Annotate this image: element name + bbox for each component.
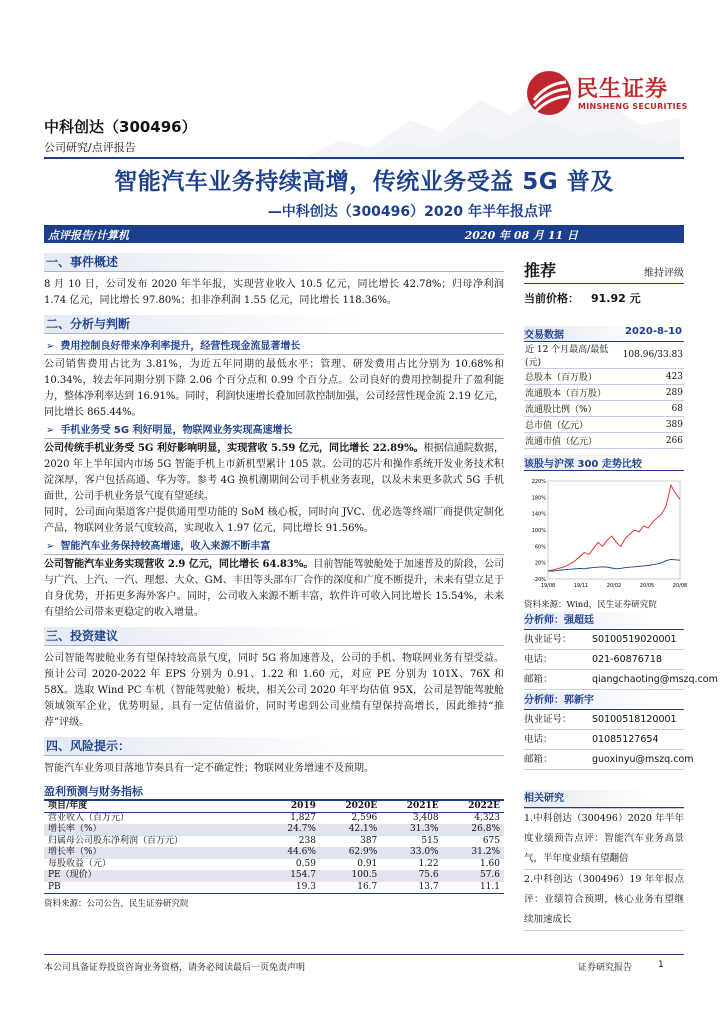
- table-cell: 389: [622, 417, 684, 433]
- contact-label: 执业证号：: [524, 714, 572, 725]
- rating-note: 维持评级: [644, 268, 684, 279]
- table-cell: 289: [622, 385, 684, 401]
- table-row: [524, 433, 684, 449]
- side-column: [524, 258, 718, 931]
- logo-text-cn: 民生证券: [576, 77, 669, 102]
- table-cell: 24.7%: [264, 824, 320, 836]
- paragraph: 公司智能驾驶舱业务有望保持较高景气度，同时 5G 将加速普及，公司的手机、物联网业务有望受益。预计公司 2020-2022 年 EPS 分别为 0.91、1.22 和 1.60 元，对应 PE 分别为 101X、76X 和 58X。选取 Wind PC 车机（智能驾驶舱）板块，相关公司 2020 年平均估值 95X，公司是智能驾驶舱领域领军企业，优势明显，具有一定估值溢价，同时考虑到公司业绩有望保持高增长，因此维持“推荐”评级。: [44, 653, 504, 728]
- analyst-email: [524, 670, 718, 690]
- trade-title: 交易数据: [524, 330, 564, 341]
- table-cell: 13.7: [381, 882, 442, 894]
- table-cell: 33.0%: [381, 847, 442, 859]
- table-cell: 增长率（%）: [44, 847, 264, 859]
- table-cell: 近 12 个月最高/最低(元): [524, 342, 622, 369]
- table-row: [44, 824, 504, 836]
- financial-table: [44, 801, 504, 894]
- table-cell: 26.8%: [443, 824, 504, 836]
- table-cell: 3,408: [412, 813, 439, 823]
- chart-source: 资料来源：Wind，民生证券研究院: [524, 600, 657, 610]
- logo-text-en: MINSHENG SECURITIES: [578, 102, 688, 111]
- paragraph-text: 根据信通院数据，2020 年上半年国内市场 5G 智能手机上市新机型累计 105 款。公司的芯片和操作系统开发业务技术积淀深厚，客户包括高通、华为等。参考 4G 换机潮期间公司手机业务表现，以及未来更多款式 5G 手机面世，公司手机业务景气度有望延续。: [44, 443, 504, 502]
- analyst-cert: [524, 710, 684, 730]
- report-title: 智能汽车业务持续高增，传统业务受益 5G 普及: [114, 169, 614, 195]
- chart-heading: 该股与沪深 300 走势比较: [524, 455, 684, 471]
- report-type: 公司研究/点评报告: [44, 141, 136, 154]
- contact-value: S0100518120001: [592, 714, 677, 725]
- table-row: [524, 369, 684, 385]
- rating-value: 推荐: [524, 261, 557, 280]
- trade-date: 2020-8-10: [624, 326, 682, 337]
- table-row: [524, 417, 684, 433]
- contact-value: 021-60876718: [592, 654, 662, 665]
- arrow-icon: ➢: [46, 541, 55, 552]
- table-cell: 0.59: [295, 858, 316, 869]
- x-tick-label: 19/08: [540, 583, 556, 589]
- table-cell: 423: [622, 369, 684, 385]
- table-cell: 流通股比例（%）: [524, 401, 622, 417]
- table-cell: 75.6: [381, 870, 442, 882]
- y-tick-label: 20%: [534, 560, 546, 567]
- table-cell: 108.96/33.83: [622, 342, 684, 369]
- table-cell: 1,827: [290, 813, 316, 823]
- footer-divider: [44, 954, 684, 955]
- footer-disclaimer: 本公司具备证券投资咨询业务资格，请务必阅读最后一页免责声明: [44, 963, 306, 973]
- table-row: [44, 882, 504, 894]
- analyst-name: 分析师：强超廷: [524, 612, 684, 630]
- table-cell: 11.1: [443, 882, 504, 894]
- column-header: 2021E: [381, 801, 442, 813]
- y-tick-label: 180%: [531, 495, 546, 502]
- band-category: 点评报告/计算机: [48, 229, 130, 242]
- rating-box: [524, 258, 684, 284]
- subheading-text: 智能汽车业务保持较高增速，收入来源不断丰富: [60, 541, 271, 552]
- table-row: [44, 847, 504, 859]
- table-cell: 154.7: [264, 870, 320, 882]
- table-cell: 19.3: [264, 882, 320, 894]
- table-cell: 31.3%: [381, 824, 442, 836]
- y-tick-label: 100%: [531, 528, 546, 534]
- footer-brand: 证券研究报告: [578, 963, 633, 973]
- brand-logo: [526, 70, 696, 118]
- table-cell: 675: [482, 835, 500, 846]
- contact-value: S0100519020001: [592, 634, 677, 645]
- paragraph: 同时，公司面向渠道客户提供通用型功能的 SoM 核心板，同时向 JVC、优必选等终端厂商提供定制化产品，物联网业务景气度较高，实现收入 1.97 亿元，同比增长 91.56%。: [44, 507, 504, 534]
- related-research-heading: 相关研究: [524, 790, 684, 808]
- table-cell: 流通股本（百万股）: [524, 385, 622, 401]
- subheading-text: 费用控制良好带来净利率提升，经营性现金流显著增长: [60, 341, 301, 352]
- table-cell: 每股收益（元）: [48, 858, 112, 869]
- table-body: [44, 813, 504, 894]
- bold-lead: 公司智能汽车业务实现营收 2.9 亿元，同比增长 64.83%。: [44, 559, 314, 570]
- analyst-phone: [524, 650, 684, 670]
- table-row: [524, 342, 684, 369]
- table-cell: 100.5: [320, 870, 381, 882]
- section-heading: 一、事件概述: [44, 253, 504, 272]
- table-cell: 归属母公司股东净利润（百万元）: [48, 835, 184, 846]
- subheading: [44, 423, 504, 439]
- table-cell: 515: [421, 835, 439, 846]
- table-cell: 1.22: [418, 858, 439, 869]
- table-cell: 266: [622, 433, 684, 449]
- table-cell: 68: [622, 401, 684, 417]
- y-tick-label: 60%: [534, 544, 546, 551]
- subheading-text: 手机业务受 5G 利好明显，物联网业务实现高速增长: [60, 425, 293, 436]
- y-tick-label: -20%: [533, 577, 546, 583]
- related-research-list: [524, 808, 684, 931]
- email-link[interactable]: qiangchaoting@mszq.com: [592, 674, 718, 685]
- table-cell: 42.1%: [320, 824, 381, 836]
- trade-data-heading: [524, 326, 684, 342]
- table-cell: 44.6%: [264, 847, 320, 859]
- paragraph: 公司销售费用占比为 3.81%，为近五年同期的最低水平；管理、研发费用占比分别为 10.68%和 10.34%，较去年同期分别下降 2.06 个百分点和 0.99 个百分点。公司良好的费用控制提升了盈利能力，整体净利率达到 16.91%。同时，利润快速增长叠加回款控制加强，公司经营性现金流 2.19 亿元，同比增长 865.44%。: [44, 359, 504, 418]
- arrow-icon: ➢: [46, 341, 55, 352]
- table-cell: 流通市值（亿元）: [524, 433, 622, 449]
- contact-label: 电话：: [524, 654, 553, 665]
- logo-emblem-icon: [526, 70, 572, 116]
- x-tick-label: 20/08: [672, 583, 688, 589]
- table-cell: 增长率（%）: [44, 824, 264, 836]
- table-row: [524, 401, 684, 417]
- table-cell: 57.6: [443, 870, 504, 882]
- column-header: 项目/年度: [44, 801, 264, 813]
- related-item[interactable]: 2.中科创达（300496）19 年年报点评：业绩符合预期，核心业务有望继续加速成长: [524, 870, 684, 931]
- table-cell: 0.91: [357, 858, 378, 869]
- price-label: 当前价格：: [524, 292, 579, 305]
- subheading: [44, 339, 504, 355]
- contact-label: 邮箱：: [524, 674, 553, 685]
- subheading: [44, 539, 504, 555]
- financial-table-title: 盈利预测与财务指标: [44, 783, 504, 801]
- analyst-cert: [524, 630, 684, 650]
- table-row: [44, 870, 504, 882]
- x-tick-label: 20/02: [606, 583, 622, 589]
- table-cell: 1.60: [479, 858, 500, 869]
- table-cell: PE（现价）: [44, 870, 264, 882]
- paragraph: [44, 441, 504, 505]
- section-heading: 三、投资建议: [44, 627, 504, 646]
- table-row: [44, 836, 504, 848]
- table-cell: PB: [44, 882, 264, 894]
- paragraph: [44, 557, 504, 621]
- table-row: [44, 859, 504, 871]
- table-cell: 营业收入（百万元）: [48, 813, 130, 823]
- table-header-row: [44, 801, 504, 813]
- paragraph: 8 月 10 日，公司发布 2020 年半年报，实现营业收入 10.5 亿元，同比增长 42.78%；归母净利润 1.74 亿元，同比增长 97.80%；扣非净利润 1.55 亿元，同比增长 118.36%。: [44, 279, 504, 306]
- column-header: 2022E: [443, 801, 504, 813]
- company-name: 中科创达（300496）: [44, 118, 197, 136]
- current-price: [524, 290, 684, 306]
- table-cell: 31.2%: [443, 847, 504, 859]
- table-row: [524, 385, 684, 401]
- analyst-email: [524, 750, 694, 770]
- category-band: [44, 225, 684, 243]
- section-heading: 四、风险提示：: [44, 737, 504, 756]
- contact-label: 电话：: [524, 734, 553, 745]
- trade-table: [524, 342, 684, 449]
- y-tick-label: 220%: [531, 479, 546, 485]
- x-tick-label: 20/05: [639, 583, 655, 589]
- paragraph: 智能汽车业务项目落地节奏具有一定不确定性；物联网业务增速不及预期。: [44, 763, 374, 774]
- report-subtitle: —中科创达（300496）2020 年半年报点评: [267, 204, 552, 220]
- main-column: [44, 253, 504, 909]
- page-number: 1: [658, 960, 664, 970]
- series-line-0: [548, 485, 680, 571]
- table-cell: 62.9%: [320, 847, 381, 859]
- table-cell: 总股本（百万股）: [524, 369, 622, 385]
- section-heading: 二、分析与判断: [44, 315, 504, 334]
- table-cell: 总市值（亿元）: [524, 417, 622, 433]
- analyst-name: 分析师：郭新宇: [524, 692, 684, 710]
- table-row: [44, 813, 504, 825]
- column-header: 2020E: [320, 801, 381, 813]
- email-link[interactable]: guoxinyu@mszq.com: [592, 754, 694, 765]
- contact-label: 邮箱：: [524, 754, 553, 765]
- table-cell: 238: [298, 835, 316, 846]
- arrow-icon: ➢: [46, 425, 55, 436]
- chart-frame: [548, 481, 680, 579]
- x-tick-label: 19/11: [573, 583, 589, 589]
- price-value: 91.92 元: [591, 292, 641, 305]
- band-date: 2020 年 08 月 11 日: [464, 229, 578, 242]
- table-cell: 387: [360, 835, 378, 846]
- bold-lead: 公司传统手机业务受 5G 利好影响明显，实现营收 5.59 亿元，同比增长 22.89%。: [44, 443, 424, 454]
- column-header: 2019: [264, 801, 320, 813]
- table-cell: 16.7: [320, 882, 381, 894]
- contact-value: 01085127654: [592, 734, 659, 745]
- stock-trend-chart: [524, 475, 688, 593]
- table-source: 资料来源：公司公告，民生证券研究院: [44, 898, 189, 909]
- paragraph-text: 目前智能驾驶舱处于加速普及的阶段，公司与广汽、上汽、一汽、理想、大众、GM、丰田等头部车厂合作的深度和广度不断提升，未来有望立足于自身优势，开拓更多海外客户。同时，公司收入来源不断丰富，软件许可收入同比增长 15.54%，未来有望给公司带来更稳定的收入增量。: [44, 559, 504, 618]
- header-divider: [44, 157, 684, 159]
- analyst-phone: [524, 730, 684, 750]
- contact-label: 执业证号：: [524, 634, 572, 645]
- y-tick-label: 140%: [531, 511, 546, 518]
- table-cell: 2,596: [351, 813, 378, 823]
- related-item[interactable]: 1.中科创达（300496）2020 年半年度业绩预告点评：智能汽车业务高景气，半年度业绩有望翻倍: [524, 809, 684, 870]
- table-cell: 4,323: [474, 813, 500, 823]
